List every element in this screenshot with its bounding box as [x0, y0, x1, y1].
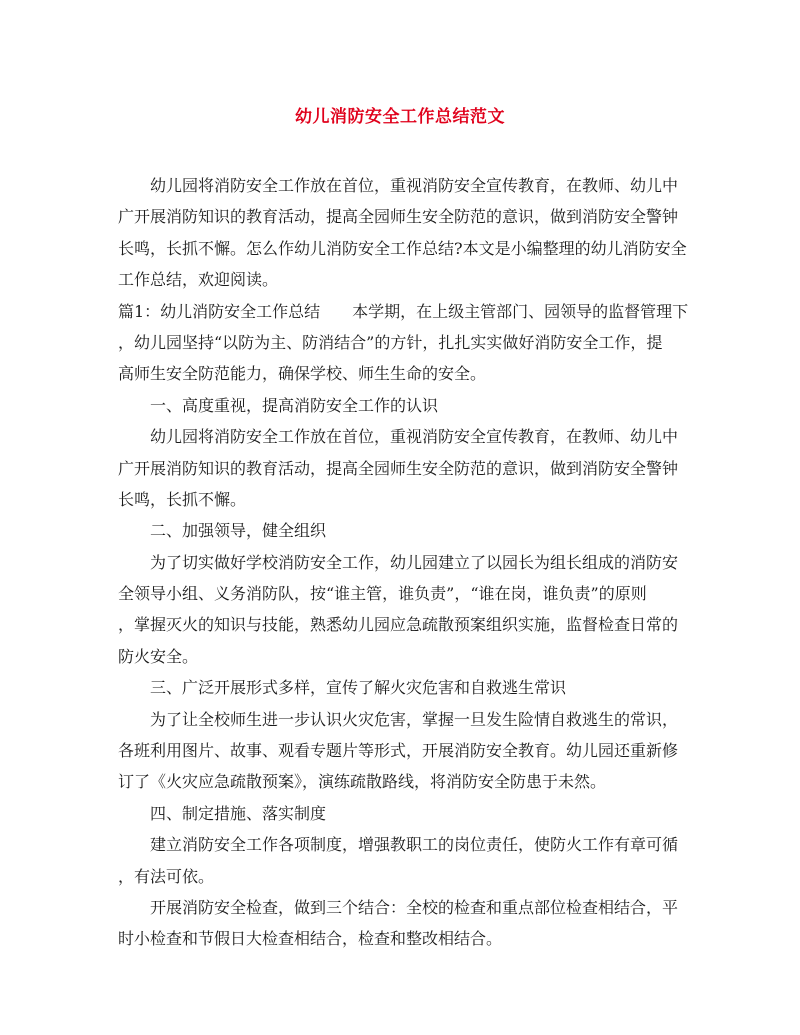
- text-line: 广开展消防知识的教育活动，提高全园师生安全防范的意识，做到消防安全警钟: [118, 458, 679, 478]
- text-line: 篇1：幼儿消防安全工作总结 本学期，在上级主管部门、园领导的监督管理下: [118, 301, 689, 321]
- text-line: 防火安全。: [118, 646, 199, 666]
- text-line: 长鸣，长抓不懈。: [118, 489, 247, 509]
- text-line: 一、高度重视，提高消防安全工作的认识: [150, 395, 439, 415]
- text-line: 建立消防安全工作各项制度，增强教职工的岗位责任，使防火工作有章可循: [150, 835, 679, 855]
- text-line: 幼儿园将消防安全工作放在首位，重视消防安全宣传教育，在教师、幼儿中: [150, 427, 679, 447]
- text-line: ，掌握灭火的知识与技能，熟悉幼儿园应急疏散预案组织实施，监督检查日常的: [118, 615, 679, 635]
- text-line: 时小检查和节假日大检查相结合，检查和整改相结合。: [118, 929, 503, 949]
- text-line: ，有法可依。: [118, 866, 215, 886]
- text-line: 订了《火灾应急疏散预案》，演练疏散路线，将消防安全防患于未然。: [118, 772, 607, 792]
- document-body: [118, 170, 689, 955]
- text-line: 为了切实做好学校消防安全工作，幼儿园建立了以园长为组长组成的消防安: [150, 552, 679, 572]
- text-line: 工作总结，欢迎阅读。: [118, 270, 279, 290]
- text-line: 各班利用图片、故事、观看专题片等形式，开展消防安全教育。幼儿园还重新修: [118, 741, 679, 761]
- text-line: 二、加强领导，健全组织: [150, 521, 327, 541]
- text-line: 为了让全校师生进一步认识火灾危害，掌握一旦发生险情自救逃生的常识，: [150, 709, 679, 729]
- text-line: 长鸣，长抓不懈。怎么作幼儿消防安全工作总结?本文是小编整理的幼儿消防安全: [118, 238, 687, 258]
- text-line: 全领导小组、义务消防队，按“谁主管，谁负责”，“谁在岗，谁负责”的原则: [118, 584, 647, 604]
- text-line: ，幼儿园坚持“以防为主、防消结合”的方针，扎扎实实做好消防安全工作，提: [118, 332, 663, 352]
- text-line: 四、制定措施、落实制度: [150, 803, 327, 823]
- text-line: 三、广泛开展形式多样，宣传了解火灾危害和自救逃生常识: [150, 678, 567, 698]
- text-line: 广开展消防知识的教育活动，提高全园师生安全防范的意识，做到消防安全警钟: [118, 207, 679, 227]
- text-line: 高师生安全防范能力，确保学校、师生生命的安全。: [118, 364, 487, 384]
- text-line: 开展消防安全检查，做到三个结合：全校的检查和重点部位检查相结合，平: [150, 897, 679, 917]
- text-line: 幼儿园将消防安全工作放在首位，重视消防安全宣传教育，在教师、幼儿中: [150, 176, 679, 195]
- document-title: 幼儿消防安全工作总结范文: [295, 107, 505, 127]
